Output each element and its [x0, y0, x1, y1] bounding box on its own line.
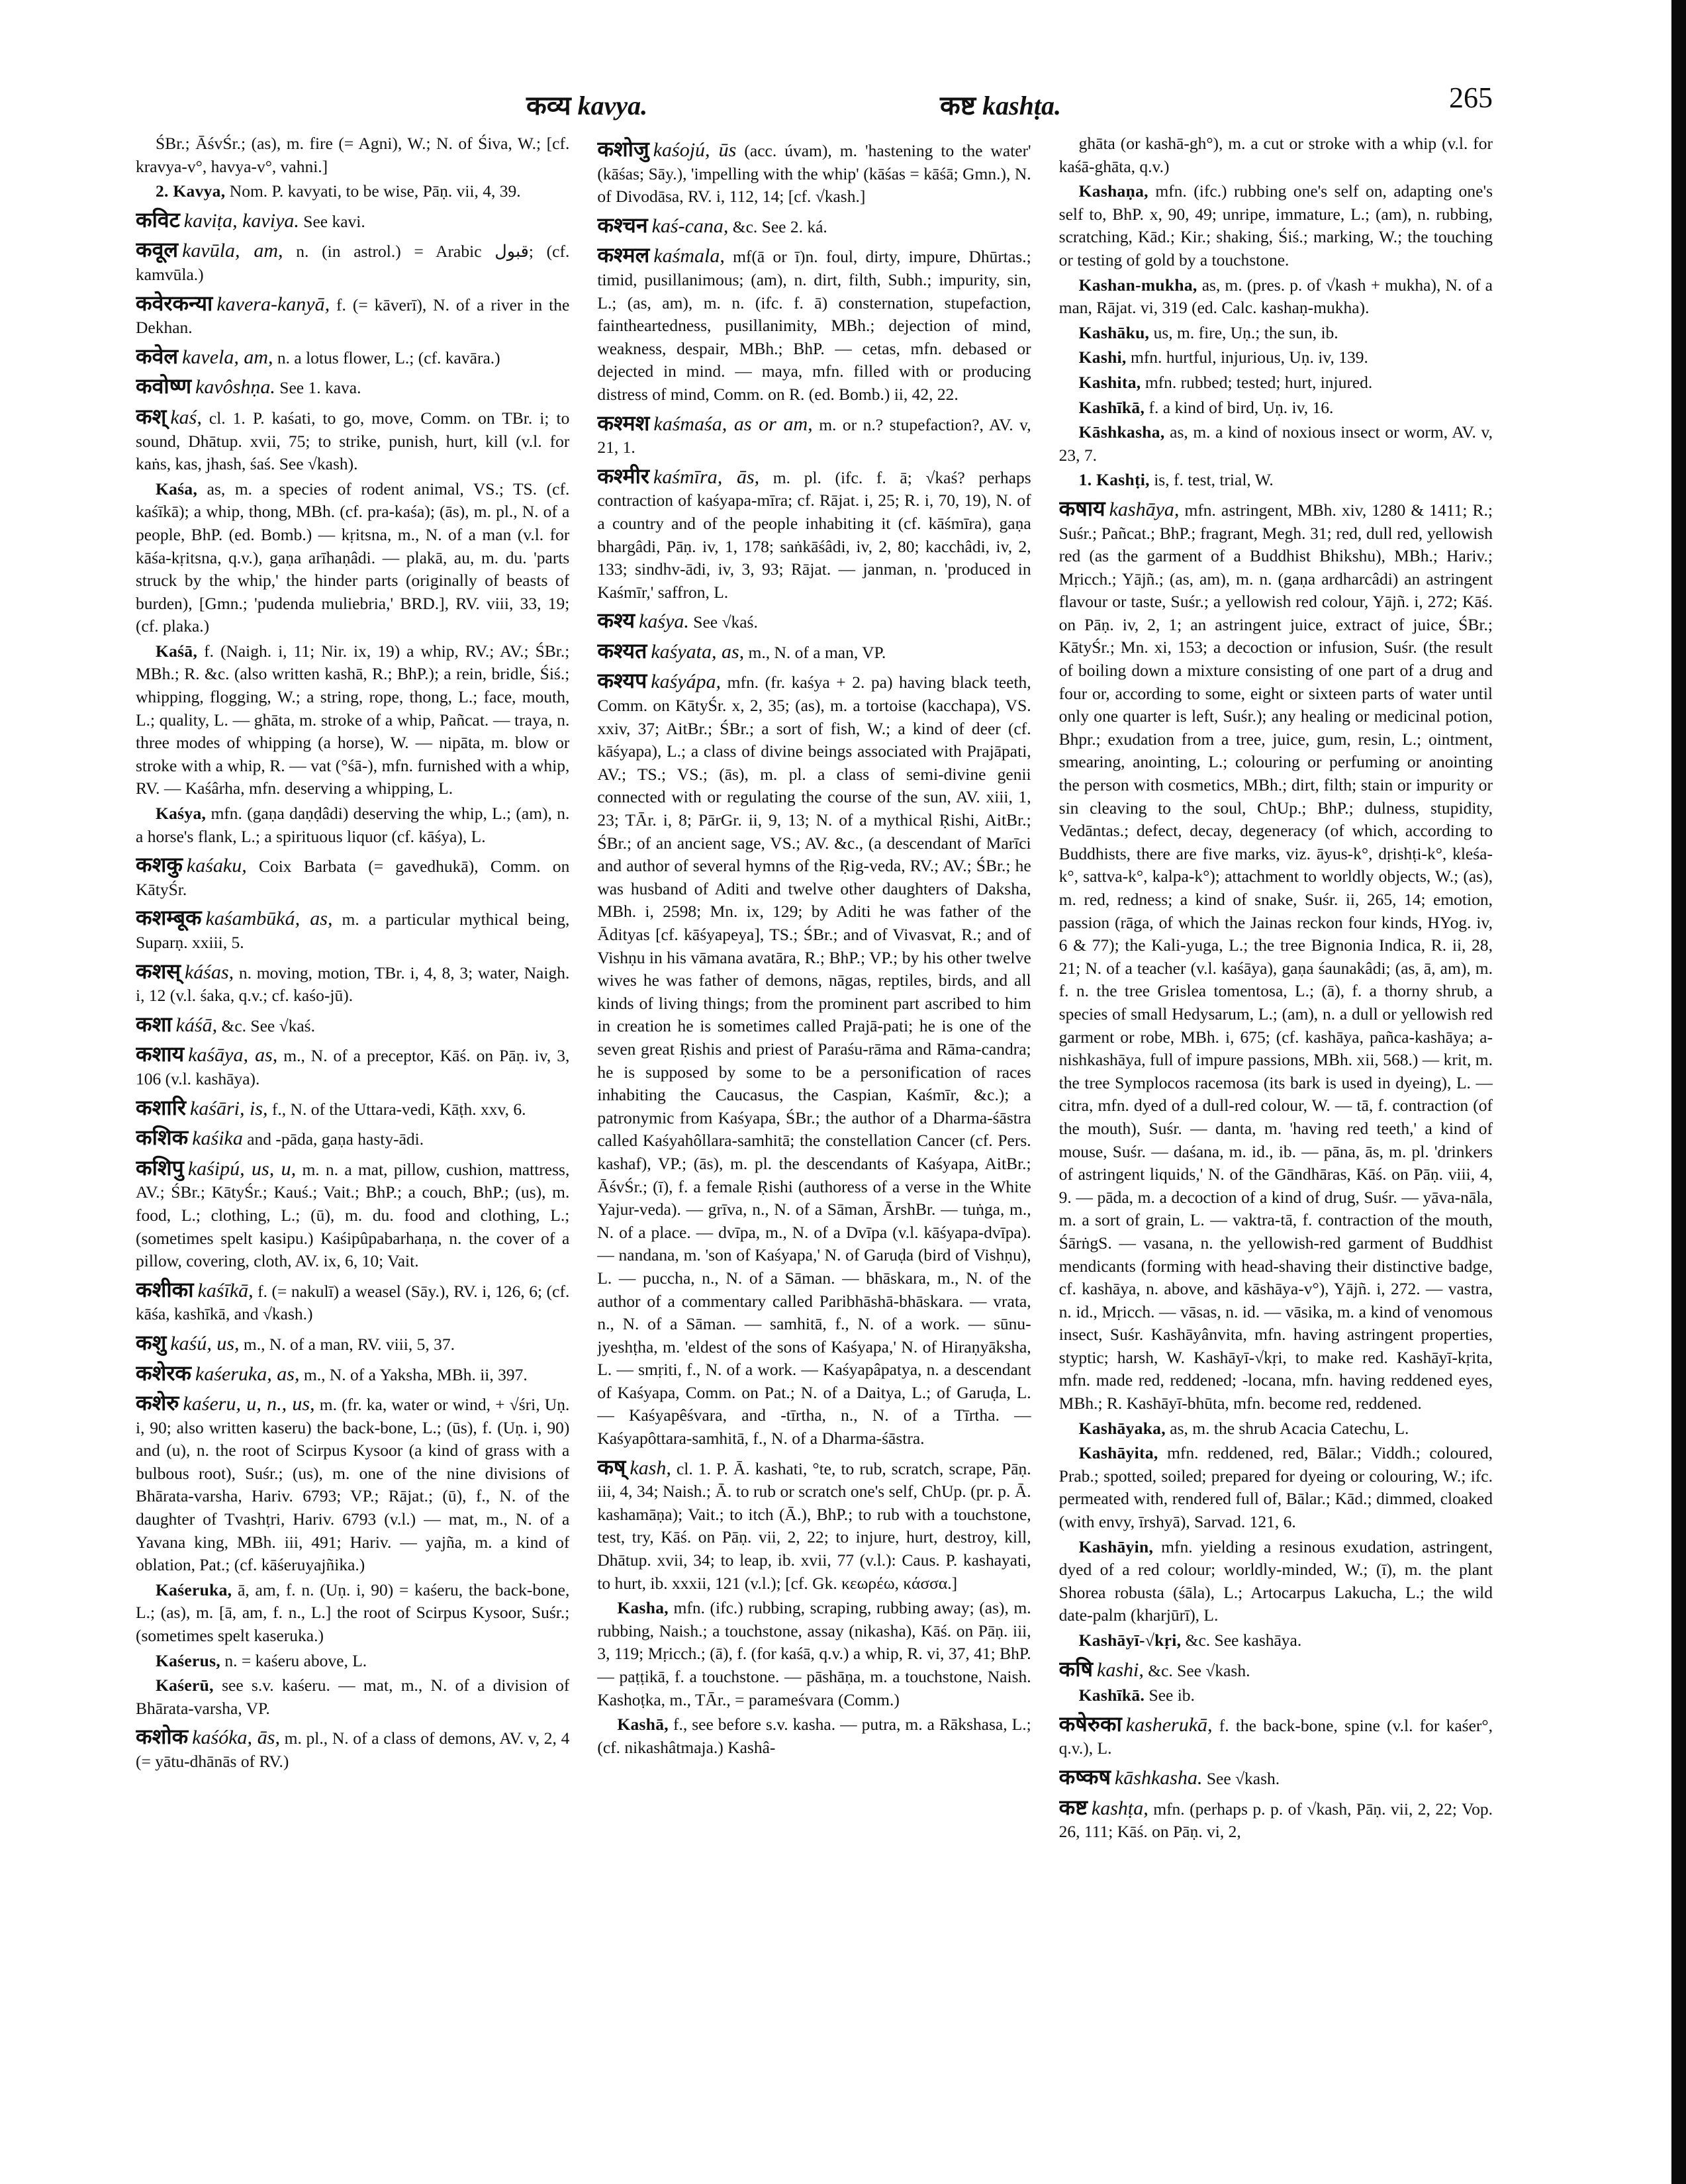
- dictionary-subentry: [1059, 346, 1493, 369]
- dictionary-entry: [597, 640, 1031, 665]
- dictionary-entry: [136, 405, 569, 476]
- dictionary-subentry: [136, 640, 569, 800]
- entry-text: cl. 1. P. Ā. kashati, °te, to rub, scratch, scrape, Pāṇ. iii, 4, 34; Naish.; Ā. to rub or scratch one's self, ChUp. (pr. p. Ā. kashamāṇa); Vait.; to itch (Ā.), BhP.; to rub with a touchstone, test, try, Kāś. on Pāṇ. vii, 2, 22; to injure, hurt, destroy, kill, Dhātup. xvii, 34; to leap, ib. xvii, 77 (v.l.): Caus. P. kashayati, to hurt, ib. xxxii, 121 (v.l.); [cf. Gk. κεωρέω, κάσσα.]: [597, 1458, 1031, 1593]
- dictionary-entry: [1059, 1713, 1493, 1760]
- entry-lemma: Kaśya,: [156, 804, 207, 824]
- entry-text: mfn. yielding a resinous exudation, astringent, dyed of a red colour; worldly-minded, W.; (ī), m. the plant Shorea robusta (śāla), L.; Artocarpus Lakucha, L.; the wild date-palm (kharjūrī), L.: [1058, 1537, 1493, 1625]
- dictionary-subentry: [1059, 1417, 1493, 1441]
- entry-lemma: kaśojú, ūs: [653, 139, 737, 161]
- entry-lemma: Kashāyin,: [1078, 1537, 1154, 1556]
- entry-text: mfn. hurtful, injurious, Uṇ. iv, 139.: [1130, 348, 1368, 367]
- entry-text: f., see before s.v. kasha. — putra, m. a Rākshasa, L.; (cf. nikashâtmaja.) Kashâ-: [597, 1715, 1031, 1757]
- dictionary-entry: [136, 1725, 569, 1773]
- entry-lemma: Kāshkasha,: [1078, 422, 1165, 442]
- entry-text: as, m. (pres. p. of √kash + mukha), N. of a man, Rājat. vi, 319 (ed. Calc. kashaṇ-mukha).: [1058, 275, 1493, 318]
- entry-lemma: kaśeruka, as,: [195, 1362, 300, 1385]
- entry-lemma: Kashīkā.: [1078, 1685, 1145, 1705]
- entry-lemma: kaśāya, as,: [188, 1044, 278, 1067]
- entry-lemma: kavôshṇa.: [195, 376, 275, 399]
- entry-text: mfn. rubbed; tested; hurt, injured.: [1145, 372, 1373, 392]
- entry-devanagari: कश्मश: [597, 410, 650, 436]
- entry-devanagari: कशाय: [136, 1041, 185, 1067]
- entry-text: as, m. a kind of noxious insect or worm, AV. v, 23, 7.: [1058, 422, 1493, 465]
- entry-text: m., N. of a preceptor, Kāś. on Pāṇ. iv, 3, 106 (v.l. kashāya).: [136, 1046, 570, 1088]
- entry-devanagari: कश्चन: [597, 212, 648, 238]
- entry-lemma: kaś,: [170, 406, 202, 428]
- dictionary-entry: [136, 1362, 569, 1387]
- entry-text: see s.v. kaśeru. — mat, m., N. of a division of Bhārata-varsha, VP.: [136, 1676, 570, 1718]
- entry-lemma: kaśeru, u, n., us,: [183, 1393, 315, 1415]
- entry-devanagari: कष्कष: [1058, 1764, 1111, 1789]
- entry-text: ŚBr.; ĀśvŚr.; (as), m. fire (= Agni), W.; N. of Śiva, W.; [cf. kravya-v°, havya-v°, vahni.]: [136, 134, 570, 176]
- entry-lemma: kashāya,: [1109, 498, 1180, 520]
- page-number: 265: [1449, 81, 1493, 114]
- entry-lemma: kash,: [630, 1456, 671, 1479]
- dictionary-subentry: [136, 1650, 569, 1673]
- entry-lemma: Kashāyaka,: [1078, 1418, 1166, 1438]
- right-headword-transliteration: kashṭa.: [982, 91, 1062, 120]
- entry-text: n. a lotus flower, L.; (cf. kavāra.): [277, 348, 500, 367]
- entry-lemma: kaśīkā,: [197, 1279, 254, 1302]
- right-running-headword: [940, 86, 1061, 122]
- dictionary-entry: [136, 1157, 569, 1273]
- entry-text: is, f. test, trial, W.: [1154, 470, 1274, 490]
- dictionary-entry: [597, 214, 1031, 239]
- entry-devanagari: कष्: [597, 1454, 626, 1480]
- dictionary-entry: [136, 1043, 569, 1090]
- entry-lemma: kaśyápa,: [651, 671, 722, 693]
- entry-lemma: kaśú, us,: [170, 1332, 240, 1354]
- entry-text: mf(ā or ī)n. foul, dirty, impure, Dhūrtas.; timid, pusillanimous; (am), n. dirt, filth, Subh.; impurity, sin, L.; (as, am), m. n. (ifc. f. ā) consternation, stupefaction, faintheartedness, pusillanimity, MBh.; dejection of mind, weakness, despair, MBh.; BhP. — cetas, mfn. debased or dejected in mind. — maya, mfn. filled with or producing distress of mind, Comm. on R. (ed. Bomb.) ii, 42, 22.: [597, 247, 1031, 404]
- entry-lemma: Kashan-mukha,: [1078, 275, 1197, 295]
- dictionary-subentry: [597, 1713, 1031, 1759]
- dictionary-subentry: [1059, 1536, 1493, 1627]
- entry-text: mfn. (fr. kaśya + 2. pa) having black teeth, Comm. on KātyŚr. x, 2, 35; (as), m. a tortoise (kacchapa), VS. xxiv, 37; AitBr.; ŚBr.; a sort of fish, W.; a kind of deer (cf. kāśyapa), L.; a class of divine beings associated with Prajāpati, AV.; TS.; VS.; (ās), m. pl. a class of semi-divine genii connected with or regulating the course of the sun, AV. xiii, 1, 23; TĀr. i, 8; PārGr. ii, 9, 13; N. of a mythical Ṛishi, AitBr.; ŚBr.; of an ancient sage, VS.; AV. &c., (a descendant of Marīci and author of several hymns of the Ṛig-veda, RV.; AV.; ŚBr.; he was husband of Aditi and twelve other daughters of Daksha, MBh. i, 2598; Mn. ix, 129; by Aditi he was father of the Ādityas [cf. kāśyapeya], TS.; ŚBr.; and of Vivasvat, R.; and of Vishṇu in his vāmana avatāra, R.; BhP.; VP.; by his other twelve wives he was father of demons, nāgas, reptiles, birds, and all kinds of living things; from the prominent part ascribed to him in creation he is sometimes called Prajā-pati; he is one of the seven great Ṛishis and priest of Paraśu-rāma and Rāma-candra; he is supposed by some to be a personification of races inhabiting the Caucasus, the Caspian, Kaśmīr, &c.); a patronymic from Kaśyapa, ŚBr.; the author of a Dharma-śāstra called Kaśyahôllara-samhitā; the constellation Cancer (cf. Pers. kashaf), VP.; (ās), m. pl. the descendants of Kaśyapa, AitBr.; ĀśvŚr.; (ī), f. a female Ṛishi (authoress of a verse in the White Yajur-veda). — grīva, n., N. of a Sāman, ĀrshBr. — tuṅga, m., N. of a place. — dvīpa, m., N. of a Dvīpa (v.l. kāśyapa-dvīpa). — nandana, m. 'son of Kaśyapa,' N. of Garuḍa (bird of Vishṇu), L. — puccha, n., N. of a Sāman. — bhāskara, m., N. of the author of a commentary called Paribhāshā-bhāskara. — vrata, n., N. of a Sāman. — samhitā, f., N. of a work. — sūnu-jyeshṭha, m. 'eldest of the sons of Kaśyapa,' N. of Hiraṇyāksha, L. — smṛiti, f., N. of a work. — Kaśyapâpatya, n. a descendant of Kaśyapa, Comm. on Pat.; N. of a Daitya, L.; of Garuḍa, L. — Kaśyapêśvara, and -tīrtha, n., N. of a Tīrtha. — Kaśyapôttara-samhitā, f., N. of a Dharma-śāstra.: [597, 673, 1031, 1448]
- entry-lemma: Kashīkā,: [1078, 397, 1145, 417]
- dictionary-subentry: [1059, 397, 1493, 420]
- entry-devanagari: कवूल: [136, 237, 179, 263]
- dictionary-columns: [136, 132, 1493, 2158]
- entry-devanagari: कश्यप: [597, 668, 647, 694]
- entry-text: See ib.: [1148, 1685, 1195, 1705]
- entry-devanagari: कशिक: [136, 1125, 189, 1151]
- dictionary-entry: [136, 1096, 569, 1121]
- entry-text: See 1. kava.: [279, 378, 361, 398]
- dictionary-entry: [1059, 1658, 1493, 1683]
- entry-text: us, m. fire, Uṇ.; the sun, ib.: [1153, 322, 1338, 342]
- dictionary-entry: [597, 465, 1031, 604]
- entry-lemma: Kashaṇa,: [1078, 181, 1148, 201]
- entry-text: See √kash.: [1206, 1768, 1280, 1788]
- entry-text: cl. 1. P. kaśati, to go, move, Comm. on TBr. i; to sound, Dhātup. xvii, 75; to strike, punish, hurt, kill (v.l. for kaṅs, kas, jhash, śaś. See √kash).: [136, 408, 570, 474]
- entry-text: n. moving, motion, TBr. i, 4, 8, 3; water, Naigh. i, 12 (v.l. śaka, q.v.; cf. kaśo-jū).: [136, 963, 570, 1006]
- entry-text: See √kaś.: [693, 612, 758, 632]
- dictionary-entry: [597, 412, 1031, 459]
- dictionary-subentry: [136, 1579, 569, 1648]
- entry-text: m. or n.? stupefaction?, AV. v, 21, 1.: [597, 414, 1031, 457]
- entry-text: f., N. of the Uttara-vedi, Kāṭh. xxv, 6.: [271, 1099, 526, 1119]
- entry-lemma: Kaśā,: [156, 641, 198, 661]
- entry-devanagari: कशिपु: [136, 1155, 184, 1180]
- dictionary-subentry: [136, 802, 569, 848]
- dictionary-subentry: [1059, 469, 1493, 492]
- entry-lemma: kaśmaśa, as or am,: [653, 412, 813, 435]
- entry-lemma: kashi,: [1097, 1658, 1144, 1681]
- entry-lemma: kaśipú, us, u,: [187, 1157, 297, 1180]
- entry-text: m. pl. (ifc. f. ā; √kaś? perhaps contraction of kaśyapa-mīra; cf. Rājat. i, 25; R. i, 70, 19), N. of a country and of the people inhabiting it (cf. kāśmīra), gaṇa bhargâdi, Pāṇ. iv, 1, 178; saṅkāśâdi, iv, 2, 80; kacchâdi, iv, 2, 133; sindhv-ādi, iv, 3, 93; Rājat. — janman, n. 'produced in Kaśmīr,' saffron, L.: [597, 467, 1031, 602]
- entry-lemma: Kashāyī-√kṛi,: [1078, 1631, 1182, 1650]
- entry-lemma: 1. Kashṭi,: [1078, 470, 1150, 490]
- entry-devanagari: कशा: [136, 1011, 172, 1037]
- entry-text: m. (fr. ka, water or wind, + √śri, Uṇ. i, 90; also written kaseru) the back-bone, L.; (ūs), f. (Uṇ. i, 90) and (u), n. the root of Scirpus Kysoor (a kind of grass with a bulbous root), Suśr.; (us), m. one of the nine divisions of Bhārata-varsha, Hariv. 6793; VP.; Rājat.; (ū), f., N. of the daughter of Tvashṭri, Hariv. 6793 (v.l.) — mat, m., N. of a Yavana king, MBh. iii, 491; Hariv. — yajña, m. a kind of oblation, Pat.; (cf. kāśeruyajñika.): [136, 1395, 570, 1575]
- entry-devanagari: कशीका: [136, 1276, 194, 1302]
- left-headword-devanagari: कव्य: [526, 91, 571, 121]
- dictionary-subentry: [1059, 322, 1493, 345]
- entry-devanagari: कश्: [136, 403, 167, 429]
- dictionary-entry: [597, 244, 1031, 406]
- entry-lemma: Kaśerū,: [156, 1676, 214, 1695]
- entry-devanagari: कशेरु: [136, 1390, 179, 1416]
- dictionary-subentry: [136, 1674, 569, 1720]
- entry-lemma: kāshkasha.: [1114, 1766, 1203, 1789]
- entry-text: ghāta (or kashā-gh°), m. a cut or stroke with a whip (v.l. for kaśā-ghāta, q.v.): [1058, 134, 1493, 176]
- column-right: [1059, 132, 1493, 2158]
- entry-lemma: kaśmīra, ās,: [653, 465, 760, 488]
- dictionary-entry: [597, 1456, 1031, 1595]
- entry-text: as, m. a species of rodent animal, VS.; TS. (cf. kaśīkā); a whip, thong, MBh. (cf. pra-kaśa); (ās), m. pl., N. of a people, BhP. (ed. Bomb.) — kṛitsna, m., N. of a man (v.l. for kāśa-kṛitsna, q.v.), gaṇa arīhaṇâdi. — plakā, au, m. du. 'parts struck by the whip,' the hinder parts (originally of beasts of burden), [Gmn.; 'pudenda muliebria,' BRD.], RV. viii, 33, 19; (cf. plaka.): [136, 479, 570, 636]
- dictionary-entry: [136, 292, 569, 340]
- entry-text: See kavi.: [303, 211, 365, 231]
- entry-lemma: Kasha,: [617, 1598, 669, 1618]
- dictionary-entry: [136, 1013, 569, 1038]
- entry-lemma: kavera-kanyā,: [216, 293, 330, 315]
- entry-text: m. a particular mythical being, Suparṇ. xxiii, 5.: [136, 910, 570, 952]
- entry-lemma: káśas,: [184, 961, 234, 983]
- entry-text: m., N. of a man, VP.: [748, 642, 886, 662]
- entry-devanagari: कशेरक: [136, 1360, 192, 1386]
- entry-devanagari: कषाय: [1058, 495, 1105, 521]
- entry-devanagari: कषेरुका: [1058, 1711, 1122, 1736]
- entry-text: &c. See √kaś.: [221, 1016, 315, 1035]
- dictionary-entry: [1059, 1796, 1493, 1844]
- entry-text: Nom. P. kavyati, to be wise, Pāṇ. vii, 4, 39.: [229, 181, 521, 201]
- dictionary-entry: [136, 209, 569, 234]
- entry-lemma: kasherukā,: [1125, 1713, 1213, 1736]
- entry-lemma: kavela, am,: [182, 346, 273, 368]
- entry-lemma: kaś-cana,: [651, 214, 729, 237]
- left-headword-transliteration: kavya.: [577, 91, 648, 120]
- dictionary-subentry: [1059, 1629, 1493, 1652]
- entry-devanagari: कशोक: [136, 1724, 189, 1750]
- entry-lemma: Kashāku,: [1078, 322, 1150, 342]
- entry-devanagari: कशकु: [136, 852, 183, 878]
- entry-lemma: kaśya.: [639, 610, 689, 633]
- dictionary-entry: [597, 669, 1031, 1450]
- entry-devanagari: कशोजु: [597, 136, 649, 162]
- dictionary-entry: [136, 238, 569, 286]
- left-running-headword: [526, 86, 647, 122]
- entry-devanagari: कश्यत: [597, 638, 647, 663]
- entry-text: f. the back-bone, spine (v.l. for kaśer°, q.v.), L.: [1058, 1715, 1493, 1758]
- dictionary-subentry: [1059, 180, 1493, 271]
- column-left: [136, 132, 569, 2158]
- entry-text: mfn. (perhaps p. p. of √kash, Pāṇ. vii, 2, 22; Vop. 26, 111; Kāś. on Pāṇ. vi, 2,: [1058, 1799, 1493, 1842]
- entry-text: f. a kind of bird, Uṇ. iv, 16.: [1148, 397, 1334, 417]
- dictionary-entry: [136, 1278, 569, 1326]
- entry-text: ā, am, f. n. (Uṇ. i, 90) = kaśeru, the back-bone, L.; (as), m. [ā, am, f. n., L.] the root of Scirpus Kysoor, Suśr.; (sometimes spelt kaseruka.): [136, 1580, 570, 1646]
- dictionary-subentry: [1059, 1442, 1493, 1533]
- dictionary-entry: [597, 138, 1031, 209]
- entry-text: mfn. astringent, MBh. xiv, 1280 & 1411; R.; Suśr.; Pañcat.; BhP.; fragrant, Megh. 31; red, dull red, yellowish red (as the garment of a Buddhist Bhikshu), MBh.; Hariv.; Mṛicch.; Yājñ.; (as, am), m. n. (gaṇa ardharcâdi) an astringent flavour or taste, Suśr.; a yellowish red colour, Yājñ. i, 272; Kāś. on Pāṇ. iv, 2, 1; an astringent juice, extract of juice, ŚBr.; KātyŚr.; Mn. xi, 153; a decoction or infusion, Suśr. (the result of boiling down a mixture consisting of one part of a drug and four or, according to some, eight or sixteen parts of water until only one quarter is left, Suśr.); any healing or medicinal potion, Bhpr.; exudation from a tree, juice, gum, resin, L.; ointment, smearing, anointing, L.; colouring or perfuming or anointing the person with cosmetics, MBh.; dirt, filth; stain or impurity or sin cleaving to the soul, ChUp.; BhP.; dulness, stupidity, Vedāntas.; defect, decay, degeneracy (of which, according to Buddhists, there are five marks, viz. āyus-k°, dṛishṭi-k°, kleśa-k°, sattva-k°, kalpa-k°); attachment to worldly objects, W.; (as), m. red, redness; a kind of snake, Suśr. ii, 265, 14; emotion, passion (rāga, of which the Jainas reckon four kinds, HYog. iv, 6 & 77); the Kali-yuga, L.; the tree Bignonia Indica, R. ii, 28, 21; N. of a teacher (v.l. kaśāya), gaṇa śaunakâdi; (as, ā, am), m. f. n. the tree Grislea tomentosa, L.; (ā), f. a thorny shrub, a species of small Hedysarum, L.; (am), n. a dull or yellowish red garment or robe, MBh. i, 675; (cf. kashāya, pañca-kashāya; a-nishkashāya, full of impure passions, MBh. xii, 568.) — krit, m. the tree Symplocos racemosa (its bark is used in dyeing), L. — citra, mfn. dyed of a dull-red colour, W. — tā, f. contraction (of the mouth), Suśr. — danta, m. 'having red teeth,' a kind of mouse, Suśr. — daśana, m. id., ib. — pāna, ās, m. pl. 'drinkers of astringent liquids,' N. of the Gāndhāras, Kāś. on Pāṇ. viii, 4, 9. — pāda, m. a decoction of a kind of drug, Suśr. — yāva-nāla, m. a sort of grain, L. — vaktra-tā, f. contraction of the mouth, ŚārṅgS. — vasana, n. the yellowish-red garment of Buddhist mendicants (forming with head-shaving their distinctive badge, cf. kashāya, n. above, and kāshāya-v°), Yājñ. i, 272. — vastra, n. id., Mṛicch. — vāsas, n. id. — vāsika, m. a kind of venomous insect, Suśr. Kashāyânvita, mfn. having astringent properties, styptic; harsh, W. Kashāyī-√kṛi, to make red. Kashāyī-kṛita, mfn. made red, reddened; -locana, mfn. having reddened eyes, MBh.; R. Kashāyī-bhūta, mfn. become red, reddened.: [1058, 500, 1493, 1413]
- dictionary-subentry: [1059, 132, 1493, 178]
- entry-text: &c. See √kash.: [1148, 1660, 1250, 1680]
- dictionary-subentry: [1059, 1684, 1493, 1707]
- entry-devanagari: कशम्बूक: [136, 905, 202, 931]
- dictionary-subentry: [1059, 421, 1493, 467]
- entry-text: m. pl., N. of a class of demons, AV. v, 2, 4 (= yātu-dhānās of RV.): [136, 1729, 570, 1771]
- entry-devanagari: कश्य: [597, 608, 635, 634]
- entry-devanagari: कशु: [136, 1329, 167, 1355]
- entry-text: n. (in astrol.) = Arabic قبول; (cf. kamvūla.): [136, 242, 570, 284]
- column-middle: [597, 132, 1031, 2158]
- entry-text: f. (Naigh. i, 11; Nir. ix, 19) a whip, RV.; AV.; ŚBr.; MBh.; R. &c. (also written kashā, R.; BhP.); a rein, bridle, Śiś.; whipping, flogging, W.; a string, rope, thong, L.; face, mouth, L.; quality, L. — ghāta, m. stroke of a whip, Pañcat. — traya, n. three modes of whipping (a horse), W. — nipāta, m. blow or stroke with a whip, R. — vat (°śā-), mfn. furnished with a whip, RV. — Kaśârha, mfn. deserving a whipping, L.: [136, 641, 570, 798]
- entry-lemma: kavūla, am,: [182, 240, 283, 262]
- right-headword-devanagari: कष्ट: [940, 91, 976, 121]
- entry-lemma: Kaśa,: [156, 479, 198, 499]
- entry-lemma: Kashāyita,: [1078, 1443, 1158, 1463]
- entry-text: mfn. (ifc.) rubbing, scraping, rubbing away; (as), m. rubbing, Naish.; a touchstone, assay (nikasha), Kāś. on Pāṇ. iii, 3, 119; Mṛicch.; (ā), f. (for kaśā, q.v.) a whip, R. vi, 37, 41; BhP. — paṭṭikā, f. a touchstone. — pāshāṇa, m. a touchstone, Naish. Kashoṭka, m., TĀr., = parameśvara (Comm.): [597, 1598, 1031, 1709]
- entry-devanagari: कश्मल: [597, 242, 650, 268]
- entry-devanagari: कषि: [1058, 1656, 1094, 1682]
- dictionary-entry: [136, 1331, 569, 1356]
- dictionary-entry: [1059, 497, 1493, 1415]
- entry-text: Coix Barbata (= gavedhukā), Comm. on KātyŚr.: [136, 857, 570, 899]
- dictionary-entry: [136, 906, 569, 954]
- entry-text: m., N. of a Yaksha, MBh. ii, 397.: [303, 1364, 528, 1384]
- entry-text: n. = kaśeru above, L.: [224, 1650, 367, 1670]
- entry-lemma: kaśāri, is,: [190, 1097, 268, 1119]
- entry-lemma: Kashita,: [1078, 372, 1141, 392]
- dictionary-entry: [1059, 1766, 1493, 1791]
- entry-lemma: Kaśerus,: [156, 1650, 221, 1670]
- entry-text: (acc. úvam), m. 'hastening to the water' (kāśas; Sāy.), 'impelling with the whip' (kāśas = kāśā; Gmn.), N. of Divodāsa, RV. i, 112, 14; [cf. √kash.]: [597, 141, 1031, 207]
- entry-text: &c. See kashāya.: [1185, 1631, 1302, 1650]
- entry-lemma: Kashi,: [1078, 348, 1127, 367]
- entry-lemma: 2. Kavya,: [156, 181, 226, 201]
- entry-devanagari: कवेल: [136, 343, 179, 369]
- entry-lemma: kaśmala,: [653, 245, 725, 267]
- dictionary-entry: [136, 960, 569, 1008]
- entry-text: mfn. (gaṇa daṇḍâdi) deserving the whip, L.; (am), n. a horse's flank, L.; a spirituous liquor (cf. kāśya), L.: [136, 804, 570, 846]
- entry-lemma: kaśambūká, as,: [205, 908, 333, 930]
- entry-devanagari: कशस्: [136, 958, 181, 984]
- entry-text: &c. See 2. ká.: [732, 216, 827, 236]
- dictionary-entry: [136, 1392, 569, 1577]
- dictionary-subentry: [1059, 274, 1493, 320]
- entry-lemma: kaviṭa, kaviya.: [183, 209, 299, 232]
- entry-devanagari: कवोष्ण: [136, 373, 192, 399]
- scan-edge-bar: [1671, 0, 1686, 2184]
- entry-devanagari: कवेरकन्या: [136, 290, 213, 316]
- entry-devanagari: कष्ट: [1058, 1794, 1088, 1820]
- entry-devanagari: कशारि: [136, 1094, 187, 1120]
- entry-lemma: Kashā,: [617, 1715, 669, 1734]
- entry-lemma: kaśika: [192, 1127, 243, 1150]
- entry-lemma: kashṭa,: [1091, 1797, 1148, 1819]
- entry-devanagari: कश्मीर: [597, 463, 650, 489]
- dictionary-subentry: [597, 1597, 1031, 1711]
- dictionary-subentry: [136, 132, 569, 178]
- entry-text: and -pāda, gaṇa hasty-ādi.: [247, 1129, 424, 1149]
- entry-text: f. (= kāverī), N. of a river in the Dekhan.: [136, 295, 570, 338]
- entry-lemma: kaśaku,: [186, 855, 247, 877]
- dictionary-entry: [136, 375, 569, 400]
- entry-devanagari: कविट: [136, 207, 180, 232]
- dictionary-subentry: [136, 180, 569, 203]
- entry-text: as, m. the shrub Acacia Catechu, L.: [1170, 1418, 1409, 1438]
- entry-text: m., N. of a man, RV. viii, 5, 37.: [243, 1334, 455, 1354]
- entry-text: mfn. (ifc.) rubbing one's self on, adapting one's self to, BhP. x, 90, 49; unripe, immature, L.; (am), n. rubbing, scratching, Kād.; Kir.; shaking, Śiś.; marking, W.; the touching or testing of gold by a touchstone.: [1058, 181, 1493, 269]
- dictionary-entry: [136, 1126, 569, 1151]
- entry-lemma: káśā,: [175, 1014, 218, 1036]
- dictionary-entry: [597, 609, 1031, 634]
- entry-lemma: kaśóka, ās,: [192, 1727, 280, 1749]
- entry-lemma: kaśyata, as,: [651, 640, 745, 663]
- entry-text: f. (= nakulī) a weasel (Sāy.), RV. i, 126, 6; (cf. kāśa, kashīkā, and √kash.): [136, 1281, 570, 1324]
- entry-lemma: Kaśeruka,: [156, 1580, 232, 1599]
- dictionary-subentry: [136, 478, 569, 638]
- page-header: [136, 81, 1493, 127]
- entry-text: m. n. a mat, pillow, cushion, mattress, AV.; ŚBr.; KātyŚr.; Kauś.; Vait.; BhP.; a couch, BhP.; (us), m. food, L.; clothing, L.; (ū), m. du. food and clothing, L.; (sometimes spelt kasipu.) Kaśipûpabarhaṇa, n. the cover of a pillow, covering, cloth, AV. ix, 6, 10; Vait.: [136, 1159, 570, 1271]
- entry-text: mfn. reddened, red, Bālar.; Viddh.; coloured, Prab.; spotted, soiled; prepared for dyeing or colouring, W.; ifc. permeated with, rendered full of, Bālar.; Kād.; dimmed, cloaked (with envy, īrshyā), Sarvad. 121, 6.: [1058, 1443, 1493, 1532]
- dictionary-subentry: [1059, 371, 1493, 395]
- dictionary-entry: [136, 853, 569, 901]
- dictionary-entry: [136, 345, 569, 370]
